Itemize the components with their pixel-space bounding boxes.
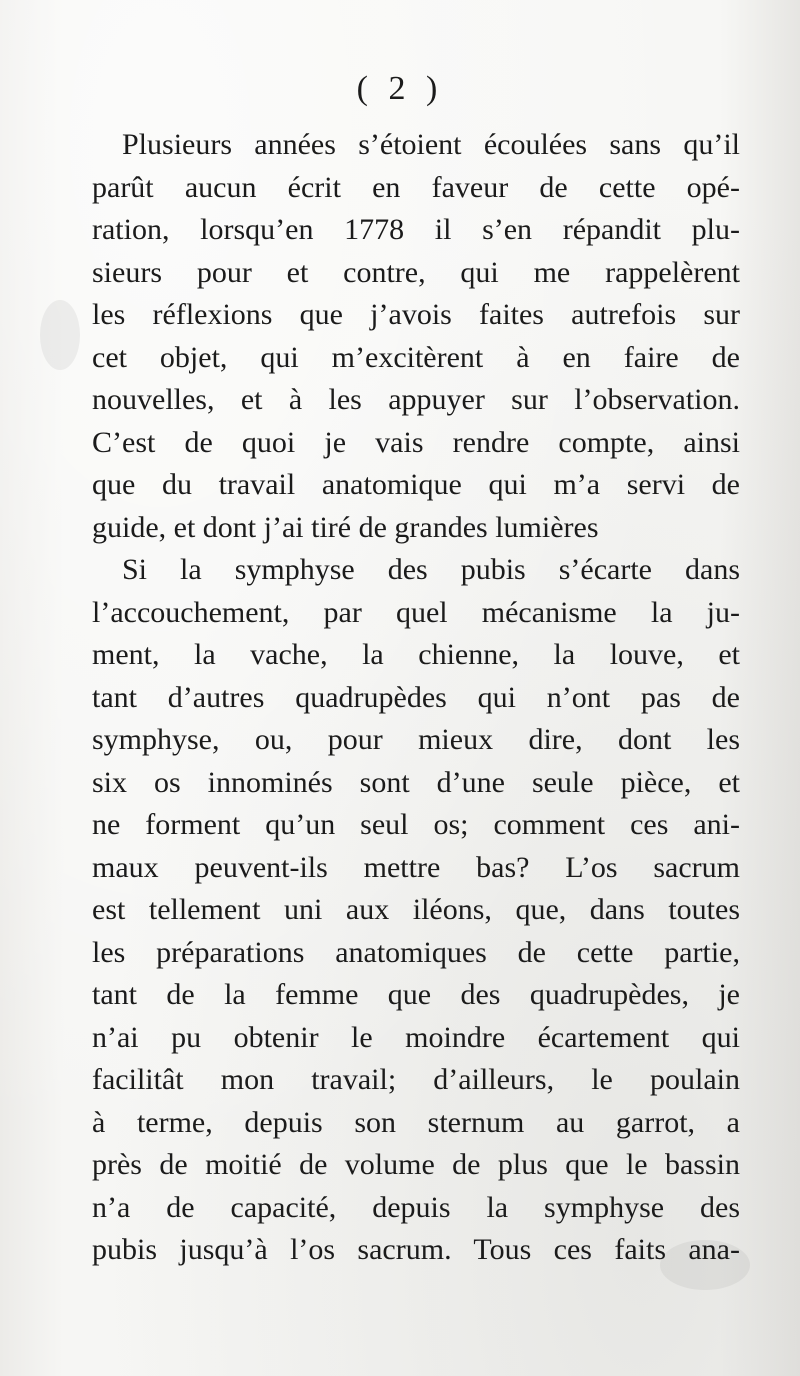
text-line: Si la symphyse des pubis s’écarte dans xyxy=(122,553,740,586)
text-line: à terme, depuis son sternum au garrot, a xyxy=(92,1105,740,1139)
text-line: est tellement uni aux iléons, que, dans toutes xyxy=(92,893,740,926)
text-line: sieurs pour et contre, qui me rappelèrent xyxy=(92,255,740,289)
text-line: C’est de quoi je vais rendre compte, ainsi xyxy=(92,425,740,459)
text-line: parût aucun écrit en faveur de cette opé- xyxy=(92,170,740,204)
text-line: guide, et dont j’ai tiré de grandes lumières xyxy=(92,510,599,544)
text-line: Plusieurs années s’étoient écoulées sans qu’il xyxy=(122,128,740,161)
text-line: n’ai pu obtenir le moindre écartement qui xyxy=(92,1020,740,1054)
text-line: ment, la vache, la chienne, la louve, et xyxy=(92,638,740,671)
text-line: cet objet, qui m’excitèrent à en faire de xyxy=(92,340,740,374)
text-line: les réflexions que j’avois faites autrefois sur xyxy=(92,298,740,331)
text-line: facilitât mon travail; d’ailleurs, le poulain xyxy=(92,1063,740,1096)
text-line: ration, lorsqu’en 1778 il s’en répandit plu- xyxy=(92,213,740,246)
text-line: tant d’autres quadrupèdes qui n’ont pas de xyxy=(92,680,740,714)
text-line: l’accouchement, par quel mécanisme la ju- xyxy=(92,595,740,629)
text-line: nouvelles, et à les appuyer sur l’observation. xyxy=(92,383,740,416)
text-line: près de moitié de volume de plus que le bassin xyxy=(92,1148,740,1181)
text-line: maux peuvent-ils mettre bas? L’os sacrum xyxy=(92,850,740,884)
text-line: n’a de capacité, depuis la symphyse des xyxy=(92,1190,740,1224)
text-line: que du travail anatomique qui m’a servi de xyxy=(92,468,740,501)
body-text xyxy=(92,124,740,1272)
text-line: tant de la femme que des quadrupèdes, je xyxy=(92,978,740,1011)
text-line: ne forment qu’un seul os; comment ces ani- xyxy=(92,808,740,841)
text-line: pubis jusqu’à l’os sacrum. Tous ces faits ana- xyxy=(92,1233,740,1266)
text-line: six os innominés sont d’une seule pièce, et xyxy=(92,765,740,799)
text-line: symphyse, ou, pour mieux dire, dont les xyxy=(92,723,740,756)
text-line: les préparations anatomiques de cette partie, xyxy=(92,935,740,969)
page-number: ( 2 ) xyxy=(356,70,444,107)
paper-stain xyxy=(40,300,80,370)
